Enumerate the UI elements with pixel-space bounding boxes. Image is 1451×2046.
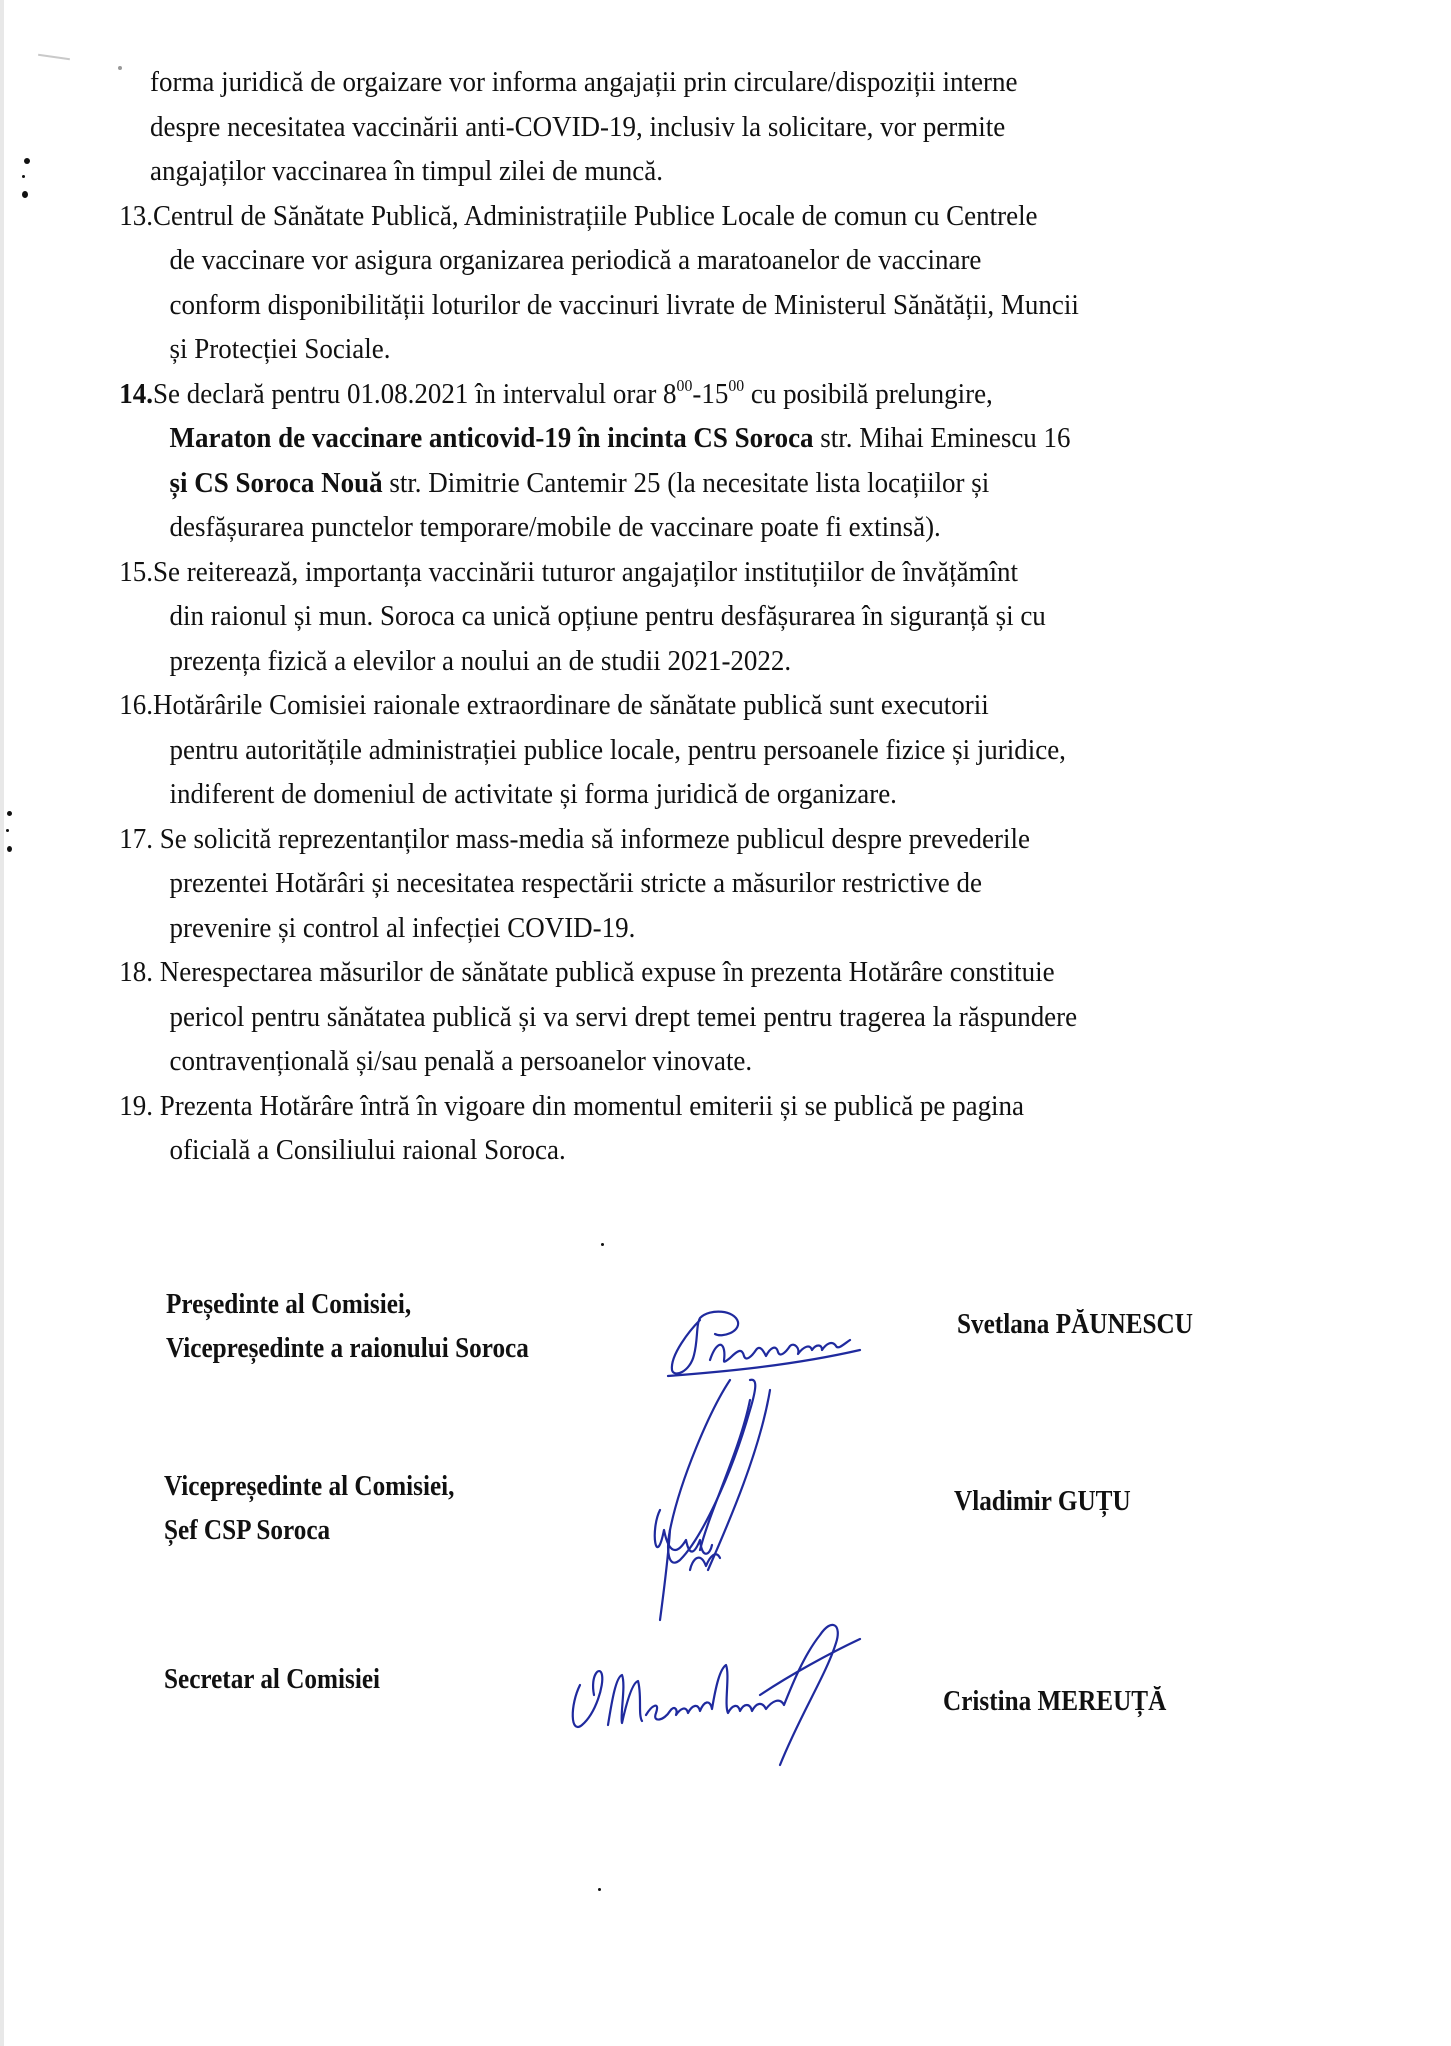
text-line: contravențională și/sau penală a persoanelor vinovate. bbox=[169, 1045, 753, 1077]
title-line: Șef CSP Soroca bbox=[164, 1515, 331, 1546]
scan-edge bbox=[0, 0, 4, 2046]
handwritten-signature-icon bbox=[560, 1605, 940, 1780]
signatory-title bbox=[166, 1283, 529, 1371]
item-number: 17. bbox=[119, 822, 160, 855]
text-line: Se solicită reprezentanților mass-media să informeze publicul despre prevederile bbox=[159, 822, 1030, 855]
text-line: prevenire și control al infecției COVID-19. bbox=[169, 911, 636, 944]
text-line: pentru autoritățile administrației publice locale, pentru persoanele fizice și juridice, bbox=[169, 733, 1066, 766]
title-line: Vicepreședinte al Comisiei, bbox=[164, 1471, 455, 1502]
item-number: 14. bbox=[119, 377, 154, 410]
text-segment: str. Dimitrie Cantemir 25 (la necesitate lista locațiilor și bbox=[382, 466, 990, 499]
text-line: pericol pentru sănătatea publică și va servi drept temei pentru tragerea la răspundere bbox=[169, 1000, 1078, 1033]
item-number: 19. bbox=[119, 1089, 160, 1122]
text-line: de vaccinare vor asigura organizarea periodică a maratoanelor de vaccinare bbox=[169, 244, 982, 276]
time-superscript: 00 bbox=[676, 375, 693, 395]
punch-mark bbox=[7, 846, 12, 852]
scan-artifact bbox=[38, 54, 70, 60]
text-line: Centrul de Sănătate Publică, Administrațiile Publice Locale de comun cu Centrele bbox=[153, 199, 1038, 232]
list-item-13 bbox=[119, 194, 1228, 372]
text-segment: -15 bbox=[692, 377, 729, 410]
item-number: 18. bbox=[119, 956, 160, 988]
text-line: forma juridică de orgaizare vor informa angajații prin circulare/dispoziții interne bbox=[150, 66, 1018, 98]
punch-mark bbox=[7, 811, 12, 816]
signatory-name: Cristina MEREUȚĂ bbox=[943, 1686, 1167, 1717]
item-number: 15. bbox=[119, 555, 154, 588]
text-line: despre necesitatea vaccinării anti-COVID-19, inclusiv la solicitare, vor permite bbox=[150, 110, 1006, 143]
text-segment: Se declară pentru 01.08.2021 în intervalul orar 8 bbox=[153, 377, 677, 410]
text-line: indiferent de domeniul de activitate și forma juridică de organizare. bbox=[169, 778, 897, 810]
punch-mark bbox=[22, 175, 25, 178]
text-line: din raionul și mun. Soroca ca unică opțiune pentru desfășurarea în siguranță și cu bbox=[169, 600, 1046, 632]
paragraph-continuation bbox=[150, 60, 1229, 194]
text-line: prezența fizică a elevilor a noului an de studii 2021-2022. bbox=[169, 644, 792, 677]
signatory-name: Vladimir GUȚU bbox=[954, 1486, 1131, 1517]
scan-artifact bbox=[118, 66, 122, 70]
signatory-title bbox=[164, 1465, 454, 1553]
text-line: prezentei Hotărâri și necesitatea respectării stricte a măsurilor restrictive de bbox=[169, 867, 982, 899]
text-segment: cu posibilă prelungire, bbox=[744, 377, 993, 410]
time-superscript: 00 bbox=[728, 375, 745, 395]
text-line: și Protecției Sociale. bbox=[169, 333, 391, 365]
text-line: angajaților vaccinarea în timpul zilei de muncă. bbox=[150, 155, 663, 187]
text-line: Se reiterează, importanța vaccinării tuturor angajaților instituțiilor de învățămînt bbox=[153, 555, 1019, 588]
text-line: conform disponibilității loturilor de vaccinuri livrate de Ministerul Sănătății, Muncii bbox=[169, 288, 1079, 321]
text-line: Nerespectarea măsurilor de sănătate publică expuse în prezenta Hotărâre constituie bbox=[159, 956, 1055, 988]
text-segment: str. Mihai Eminescu 16 bbox=[813, 422, 1071, 454]
item-number: 16. bbox=[119, 689, 154, 721]
handwritten-signature-icon bbox=[660, 1300, 960, 1380]
list-item-14 bbox=[119, 372, 1228, 550]
signatory-title bbox=[164, 1658, 380, 1702]
scan-artifact bbox=[601, 1243, 604, 1246]
text-line: desfășurarea punctelor temporare/mobile de vaccinare poate fi extinsă). bbox=[169, 511, 941, 543]
text-line: Hotărârile Comisiei raionale extraordinare de sănătate publică sunt executorii bbox=[153, 689, 989, 721]
handwritten-signature-icon bbox=[640, 1370, 840, 1630]
title-line: Președinte al Comisiei, bbox=[166, 1289, 412, 1320]
list-item-18 bbox=[119, 950, 1228, 1084]
title-line: Secretar al Comisiei bbox=[164, 1664, 381, 1695]
punch-mark bbox=[24, 158, 30, 164]
text-line: Prezenta Hotărâre întră în vigoare din momentul emiterii și se publică pe pagina bbox=[159, 1089, 1025, 1122]
list-item-16 bbox=[119, 683, 1228, 817]
text-line: oficială a Consiliului raional Soroca. bbox=[169, 1134, 566, 1166]
bold-text: și CS Soroca Nouă bbox=[169, 466, 383, 499]
punch-mark bbox=[6, 829, 9, 832]
list-item-19 bbox=[119, 1084, 1228, 1173]
scan-artifact bbox=[598, 1888, 601, 1891]
bold-text: Maraton de vaccinare anticovid-19 în incinta CS Soroca bbox=[169, 422, 814, 454]
document-body bbox=[119, 60, 1229, 1173]
list-item-15 bbox=[119, 550, 1228, 684]
item-number: 13. bbox=[119, 199, 154, 232]
punch-mark bbox=[22, 191, 28, 198]
title-line: Vicepreședinte a raionului Soroca bbox=[166, 1333, 529, 1364]
signatory-name: Svetlana PĂUNESCU bbox=[957, 1309, 1193, 1340]
list-item-17 bbox=[119, 817, 1228, 951]
